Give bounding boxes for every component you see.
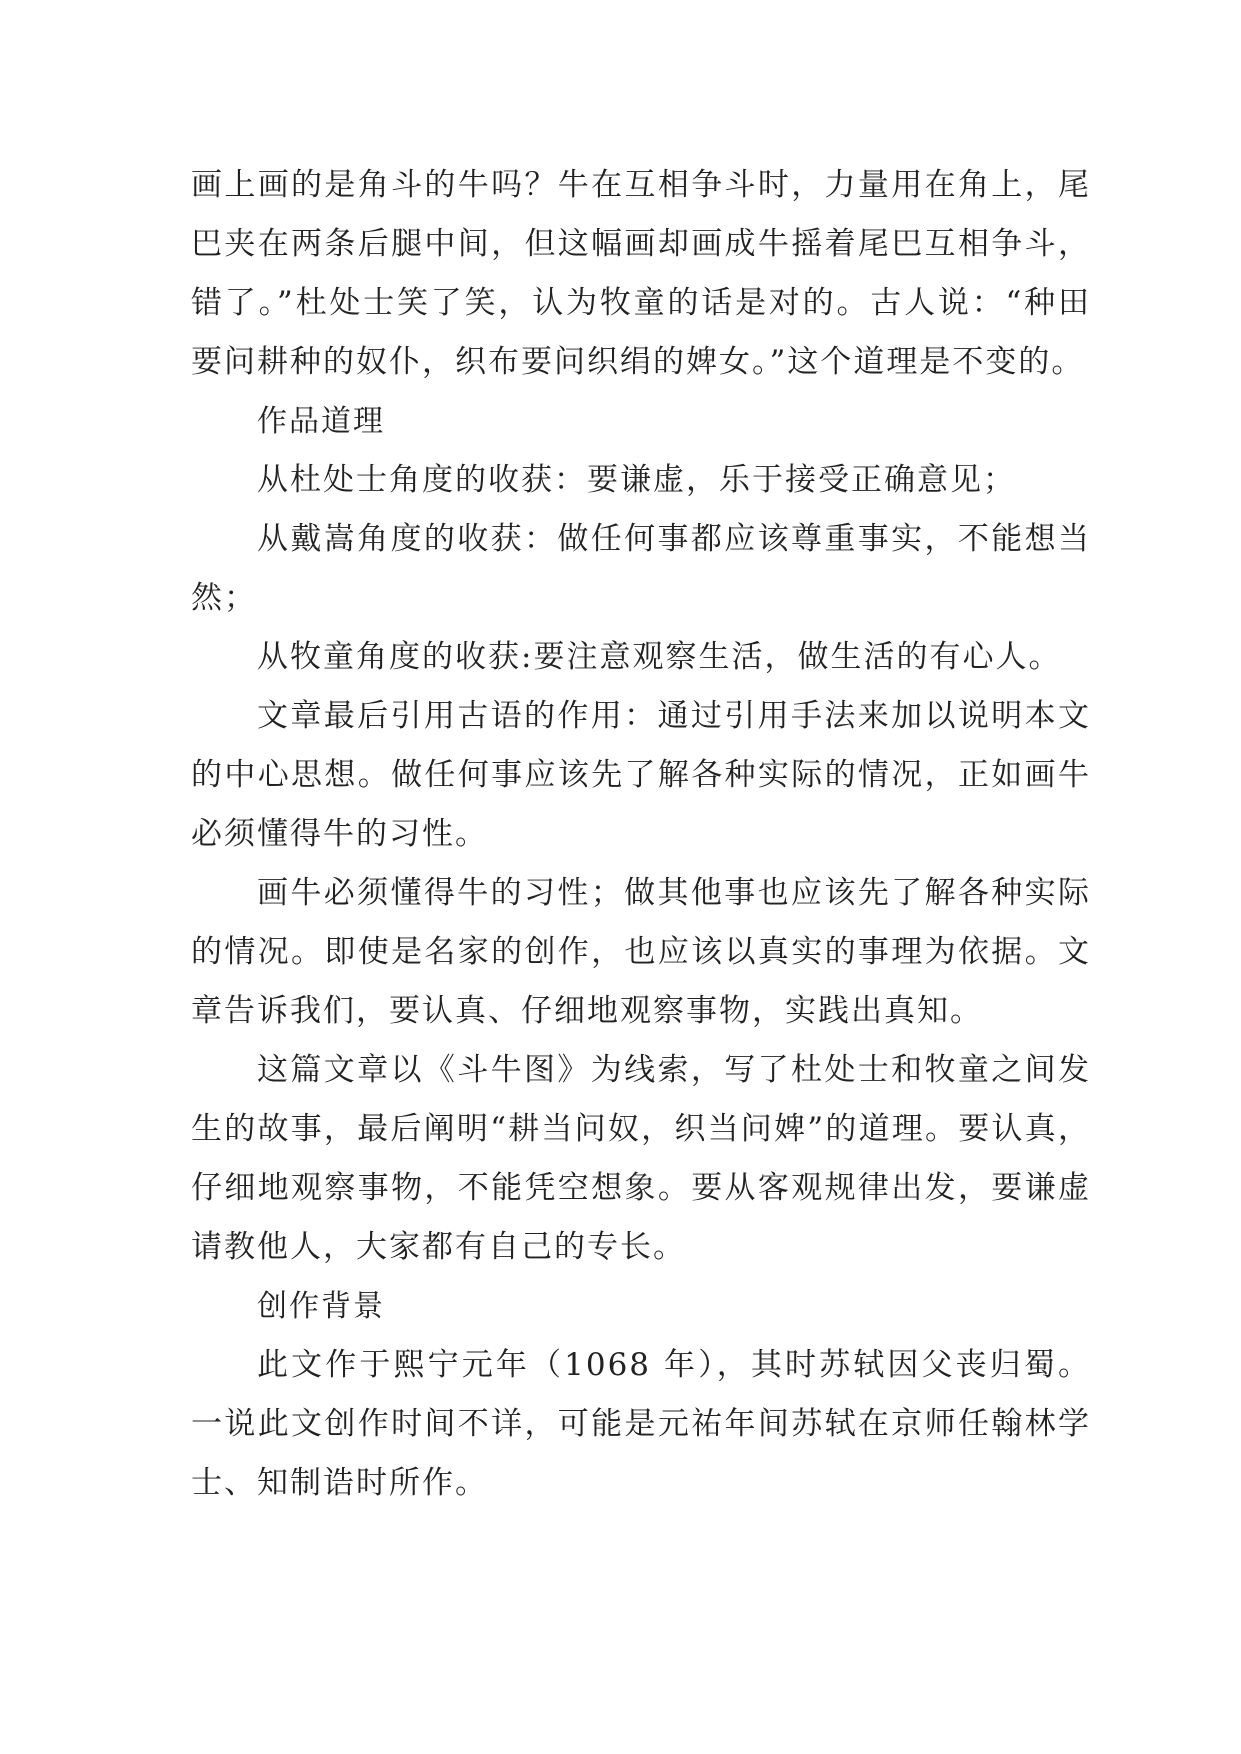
document-body bbox=[191, 156, 1091, 1513]
section-heading-background: 创作背景 bbox=[257, 1289, 385, 1324]
section-heading-lesson: 作品道理 bbox=[257, 404, 385, 439]
paragraph-background: 此文作于熙宁元年（1068 年），其时苏轼因父丧归蜀。一说此文创作时间不详，可能是元祐年间苏轼在京师任翰林学士、知制诰时所作。 bbox=[191, 1347, 1091, 1501]
paragraph-dai-song-lesson: 从戴嵩角度的收获：做任何事都应该尊重事实，不能想当然； bbox=[191, 521, 1091, 616]
paragraph-summary: 这篇文章以《斗牛图》为线索，写了杜处士和牧童之间发生的故事，最后阐明“耕当问奴，织当问婢”的道理。要认真，仔细地观察事物，不能凭空想象。要从客观规律出发，要谦虚请教他人，大家都有自己的专长。 bbox=[191, 1052, 1091, 1265]
paragraph-ox-habits: 画牛必须懂得牛的习性；做其他事也应该先了解各种实际的情况。即使是名家的创作，也应该以真实的事理为依据。文章告诉我们，要认真、仔细地观察事物，实践出真知。 bbox=[191, 875, 1091, 1029]
paragraph-quote-function: 文章最后引用古语的作用：通过引用手法来加以说明本文的中心思想。做任何事应该先了解各种实际的情况，正如画牛必须懂得牛的习性。 bbox=[191, 698, 1091, 852]
paragraph-du-chushi-lesson: 从杜处士角度的收获：要谦虚，乐于接受正确意见； bbox=[257, 462, 1016, 498]
paragraph-story-ending: 画上画的是角斗的牛吗？牛在互相争斗时，力量用在角上，尾巴夹在两条后腿中间，但这幅画却画成牛摇着尾巴互相争斗，错了。”杜处士笑了笑，认为牧童的话是对的。古人说：“种田要问耕种的奴仆，织布要问织绢的婢女。”这个道理是不变的。 bbox=[191, 167, 1091, 380]
paragraph-shepherd-lesson: 从牧童角度的收获:要注意观察生活，做生活的有心人。 bbox=[257, 639, 1062, 675]
